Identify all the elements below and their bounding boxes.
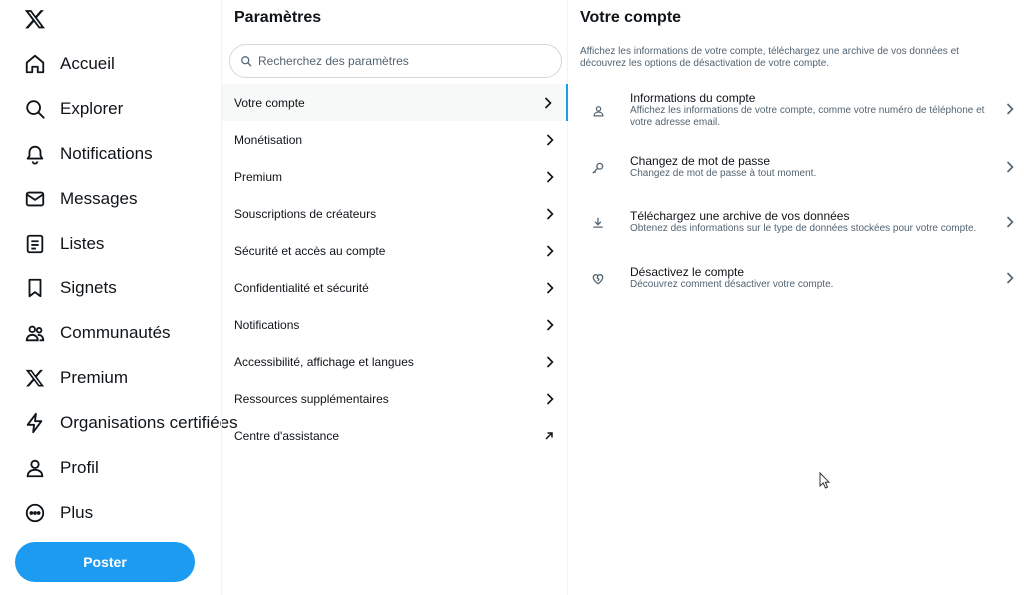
settings-item-label: Premium (234, 169, 283, 184)
mouse-cursor-icon (819, 472, 831, 490)
nav-item-bookmarks[interactable] (14, 268, 214, 308)
nav-item-communities[interactable] (14, 313, 214, 353)
communities-icon (24, 322, 46, 344)
nav-item-label: Explorer (60, 99, 124, 118)
settings-item-additional-resources[interactable] (222, 380, 568, 417)
account-item-deactivate[interactable] (568, 264, 1024, 294)
settings-item-help-center[interactable] (222, 417, 568, 454)
search-input[interactable] (258, 54, 548, 68)
settings-item-premium[interactable] (222, 158, 568, 195)
chevron-right-icon (544, 97, 552, 109)
account-item-title: Téléchargez une archive de vos données (630, 209, 850, 223)
settings-item-creator-subscriptions[interactable] (222, 195, 568, 232)
settings-item-label: Notifications (234, 317, 300, 332)
bookmark-icon (24, 277, 46, 299)
external-link-icon (544, 431, 554, 441)
chevron-right-icon (546, 393, 554, 405)
settings-item-label: Centre d'assistance (234, 428, 340, 443)
settings-item-notifications[interactable] (222, 306, 568, 343)
nav-item-lists[interactable] (14, 224, 214, 264)
lightning-icon (24, 412, 46, 434)
account-item-title: Informations du compte (630, 91, 756, 105)
settings-item-label: Sécurité et accès au compte (234, 243, 386, 258)
settings-item-label: Votre compte (234, 95, 305, 110)
nav-item-label: Messages (60, 189, 138, 208)
nav-item-label: Accueil (60, 54, 115, 73)
settings-item-security-access[interactable] (222, 232, 568, 269)
settings-item-label: Confidentialité et sécurité (234, 280, 369, 295)
nav-item-label: Communautés (60, 323, 171, 342)
settings-item-monetization[interactable] (222, 121, 568, 158)
account-item-text (630, 209, 995, 235)
settings-item-label: Ressources supplémentaires (234, 391, 389, 406)
settings-item-label: Accessibilité, affichage et langues (234, 354, 414, 369)
nav-item-more[interactable] (14, 493, 214, 533)
mail-icon (24, 188, 46, 210)
account-item-text (630, 91, 995, 129)
account-item-title: Désactivez le compte (630, 265, 745, 279)
nav-item-notifications[interactable] (14, 134, 214, 174)
page-title: Paramètres (234, 9, 322, 26)
nav-item-explore[interactable] (14, 89, 214, 129)
account-panel (568, 0, 1024, 595)
account-item-subtitle: Découvrez comment désactiver votre compte. (630, 279, 834, 290)
nav-item-premium[interactable] (14, 358, 214, 398)
account-item-subtitle: Affichez les informations de votre compte, comme votre numéro de téléphone et votre adresse email. (630, 105, 985, 128)
nav-item-verified-orgs[interactable] (14, 403, 238, 443)
nav-item-home[interactable] (14, 44, 214, 84)
nav-item-label: Listes (60, 234, 105, 253)
chevron-right-icon (546, 134, 554, 146)
chevron-right-icon (546, 356, 554, 368)
account-item-change-password[interactable] (568, 153, 1024, 183)
chevron-right-icon (546, 282, 554, 294)
account-item-download-archive[interactable] (568, 208, 1024, 238)
person-icon (24, 457, 46, 479)
chevron-right-icon (546, 171, 554, 183)
nav-item-label: Profil (60, 458, 99, 477)
nav-item-label: Plus (60, 503, 94, 522)
more-icon (24, 502, 46, 524)
x-logo-icon (24, 367, 46, 389)
settings-item-privacy-safety[interactable] (222, 269, 568, 306)
nav-item-label: Signets (60, 278, 117, 297)
download-icon (590, 215, 606, 231)
nav-item-profile[interactable] (14, 448, 214, 488)
settings-item-accessibility[interactable] (222, 343, 568, 380)
account-item-information[interactable] (568, 90, 1024, 132)
chevron-right-icon (1006, 103, 1016, 117)
account-item-text (630, 265, 995, 291)
nav-item-label: Premium (60, 368, 129, 387)
section-description: Affichez les informations de votre compte, téléchargez une archive de vos données et découvrez les options de désactivation de votre compte. (580, 46, 959, 69)
nav-item-label: Notifications (60, 144, 153, 163)
account-item-subtitle: Obtenez des informations sur le type de données stockées pour votre compte. (630, 223, 977, 234)
chevron-right-icon (546, 245, 554, 257)
search-icon (24, 98, 46, 120)
bell-icon (24, 143, 46, 165)
chevron-right-icon (1006, 216, 1016, 230)
home-icon (24, 53, 46, 75)
person-outline-icon (590, 103, 606, 119)
nav-item-label: Organisations certifiées (60, 413, 238, 432)
chevron-right-icon (1006, 272, 1016, 286)
section-title: Votre compte (580, 9, 682, 26)
account-item-subtitle: Changez de mot de passe à tout moment. (630, 168, 817, 179)
broken-heart-icon (590, 271, 606, 287)
settings-item-your-account[interactable] (222, 84, 568, 121)
nav-item-messages[interactable] (14, 179, 214, 219)
settings-item-label: Monétisation (234, 132, 303, 147)
chevron-right-icon (1006, 161, 1016, 175)
search-box[interactable] (229, 44, 562, 78)
account-item-text (630, 154, 995, 180)
settings-item-label: Souscriptions de créateurs (234, 206, 377, 221)
key-icon (590, 160, 606, 176)
search-icon (240, 55, 252, 67)
settings-panel (221, 0, 568, 595)
list-icon (24, 233, 46, 255)
account-item-title: Changez de mot de passe (630, 154, 771, 168)
post-button[interactable]: Poster (15, 542, 195, 582)
x-logo-icon[interactable] (24, 8, 46, 30)
left-navigation (0, 0, 238, 595)
chevron-right-icon (546, 208, 554, 220)
chevron-right-icon (546, 319, 554, 331)
